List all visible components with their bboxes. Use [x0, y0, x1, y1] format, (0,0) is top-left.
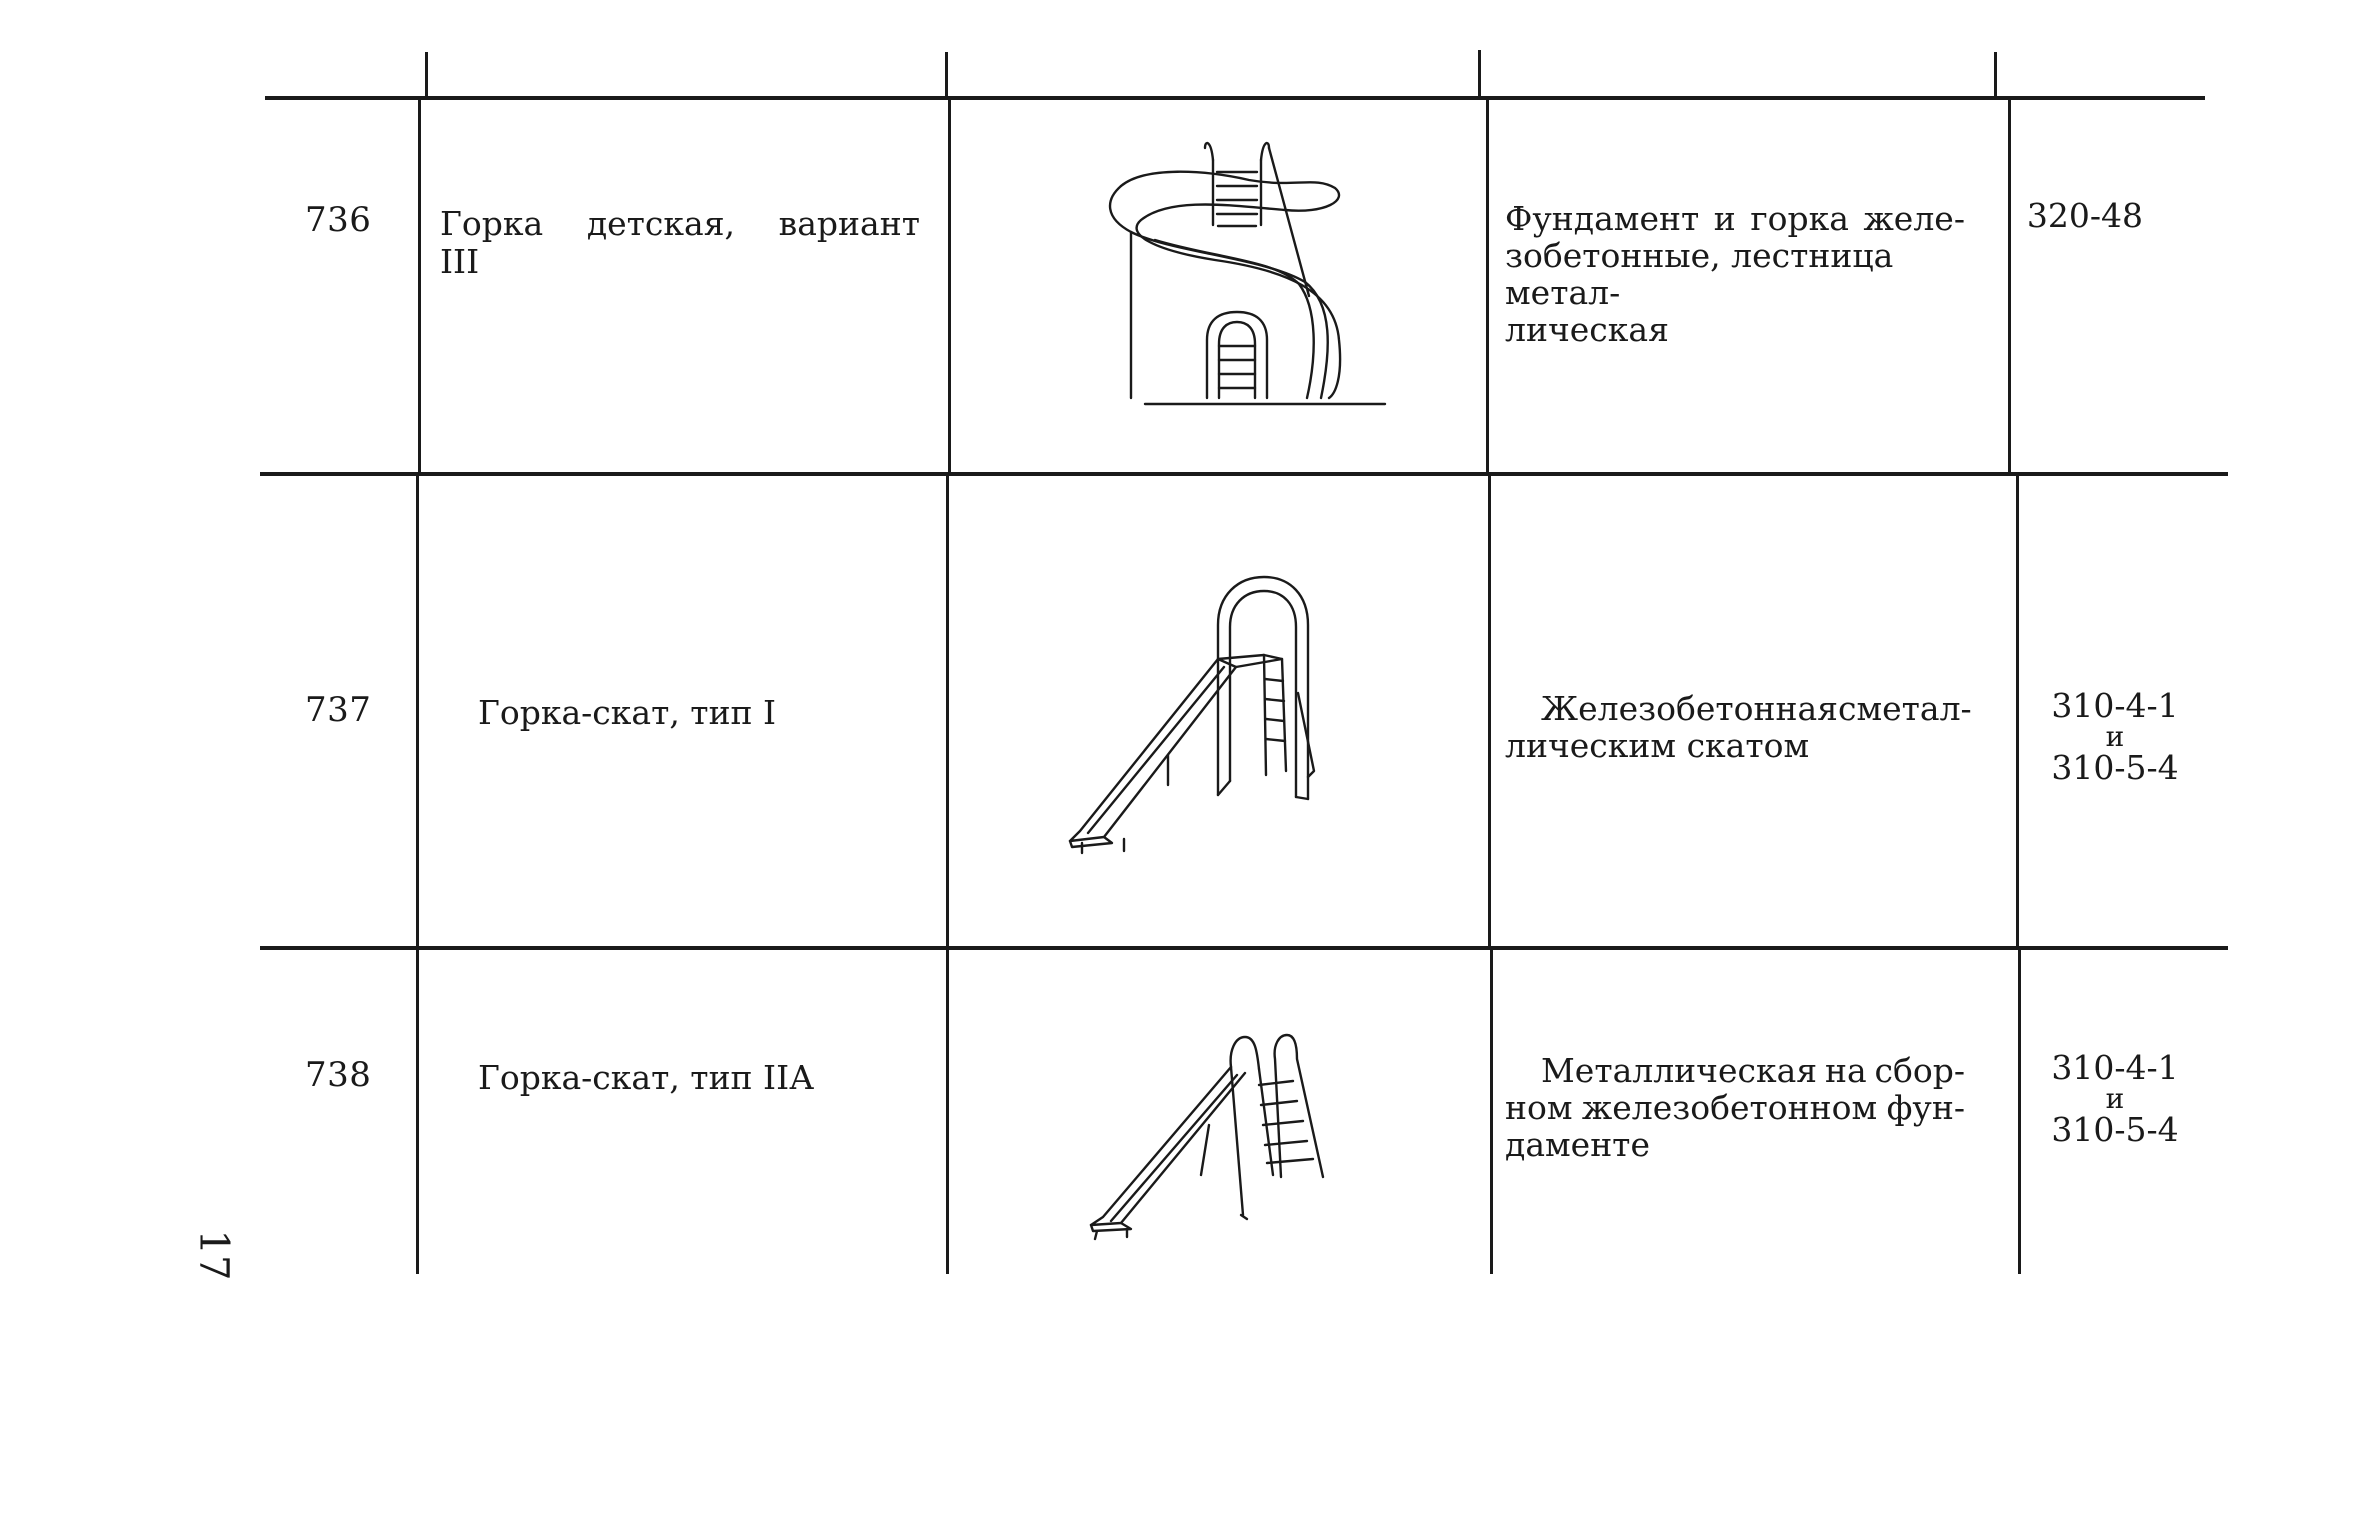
item-name: Горка-скат, тип IIА — [478, 1058, 815, 1097]
column-rule — [2018, 950, 2021, 1274]
column-rule — [948, 100, 951, 472]
row-divider-2 — [260, 946, 2228, 950]
row-divider-1 — [260, 472, 2228, 476]
description-line: лическая — [1505, 310, 1669, 349]
description-line: Железобетонная с метал- — [1541, 689, 1972, 728]
column-rule — [1488, 476, 1491, 946]
description-line: даменте — [1505, 1125, 1650, 1164]
page-number: 17 — [190, 1229, 237, 1281]
item-description — [1505, 200, 1965, 348]
ladder-slide-figure — [1085, 1025, 1345, 1255]
reference-code: 310-4-1 и 310-5-4 — [2051, 1048, 2179, 1149]
description-line: зобетонные, лестница метал- — [1505, 236, 1894, 312]
column-rule — [1486, 100, 1489, 472]
header-tick-2 — [945, 52, 948, 96]
column-rule — [946, 476, 949, 946]
column-rule — [418, 100, 421, 472]
reference-code: 310-4-1 и 310-5-4 — [2051, 686, 2179, 787]
row-number: 737 — [305, 690, 372, 730]
header-tick-4 — [1994, 52, 1997, 96]
row-number: 736 — [305, 200, 372, 240]
description-line: Металлическая на сбор- — [1541, 1051, 1965, 1090]
row-number: 738 — [305, 1055, 372, 1095]
column-rule — [946, 950, 949, 1274]
header-tick-3 — [1478, 50, 1481, 96]
description-line: ном железобетонном фун- — [1505, 1088, 1965, 1127]
description-line: лическим скатом — [1505, 726, 1810, 765]
description-line: Фундамент и горка желе- — [1505, 199, 1965, 238]
header-tick-1 — [425, 52, 428, 96]
item-description — [1505, 689, 1972, 765]
item-name-line: III — [440, 242, 480, 281]
item-description — [1505, 1052, 1965, 1163]
item-name — [440, 205, 920, 281]
reference-code: 320-48 — [2026, 196, 2144, 235]
column-rule — [1490, 950, 1493, 1274]
table-top-rule — [265, 96, 2205, 100]
item-name-line: Горка детская, вариант — [440, 204, 920, 243]
arch-slide-figure — [1068, 575, 1348, 865]
column-rule — [416, 950, 419, 1274]
spiral-slide-figure — [1085, 140, 1405, 410]
item-name: Горка-скат, тип I — [478, 693, 777, 732]
column-rule — [416, 476, 419, 946]
column-rule — [2008, 100, 2011, 472]
column-rule — [2016, 476, 2019, 946]
